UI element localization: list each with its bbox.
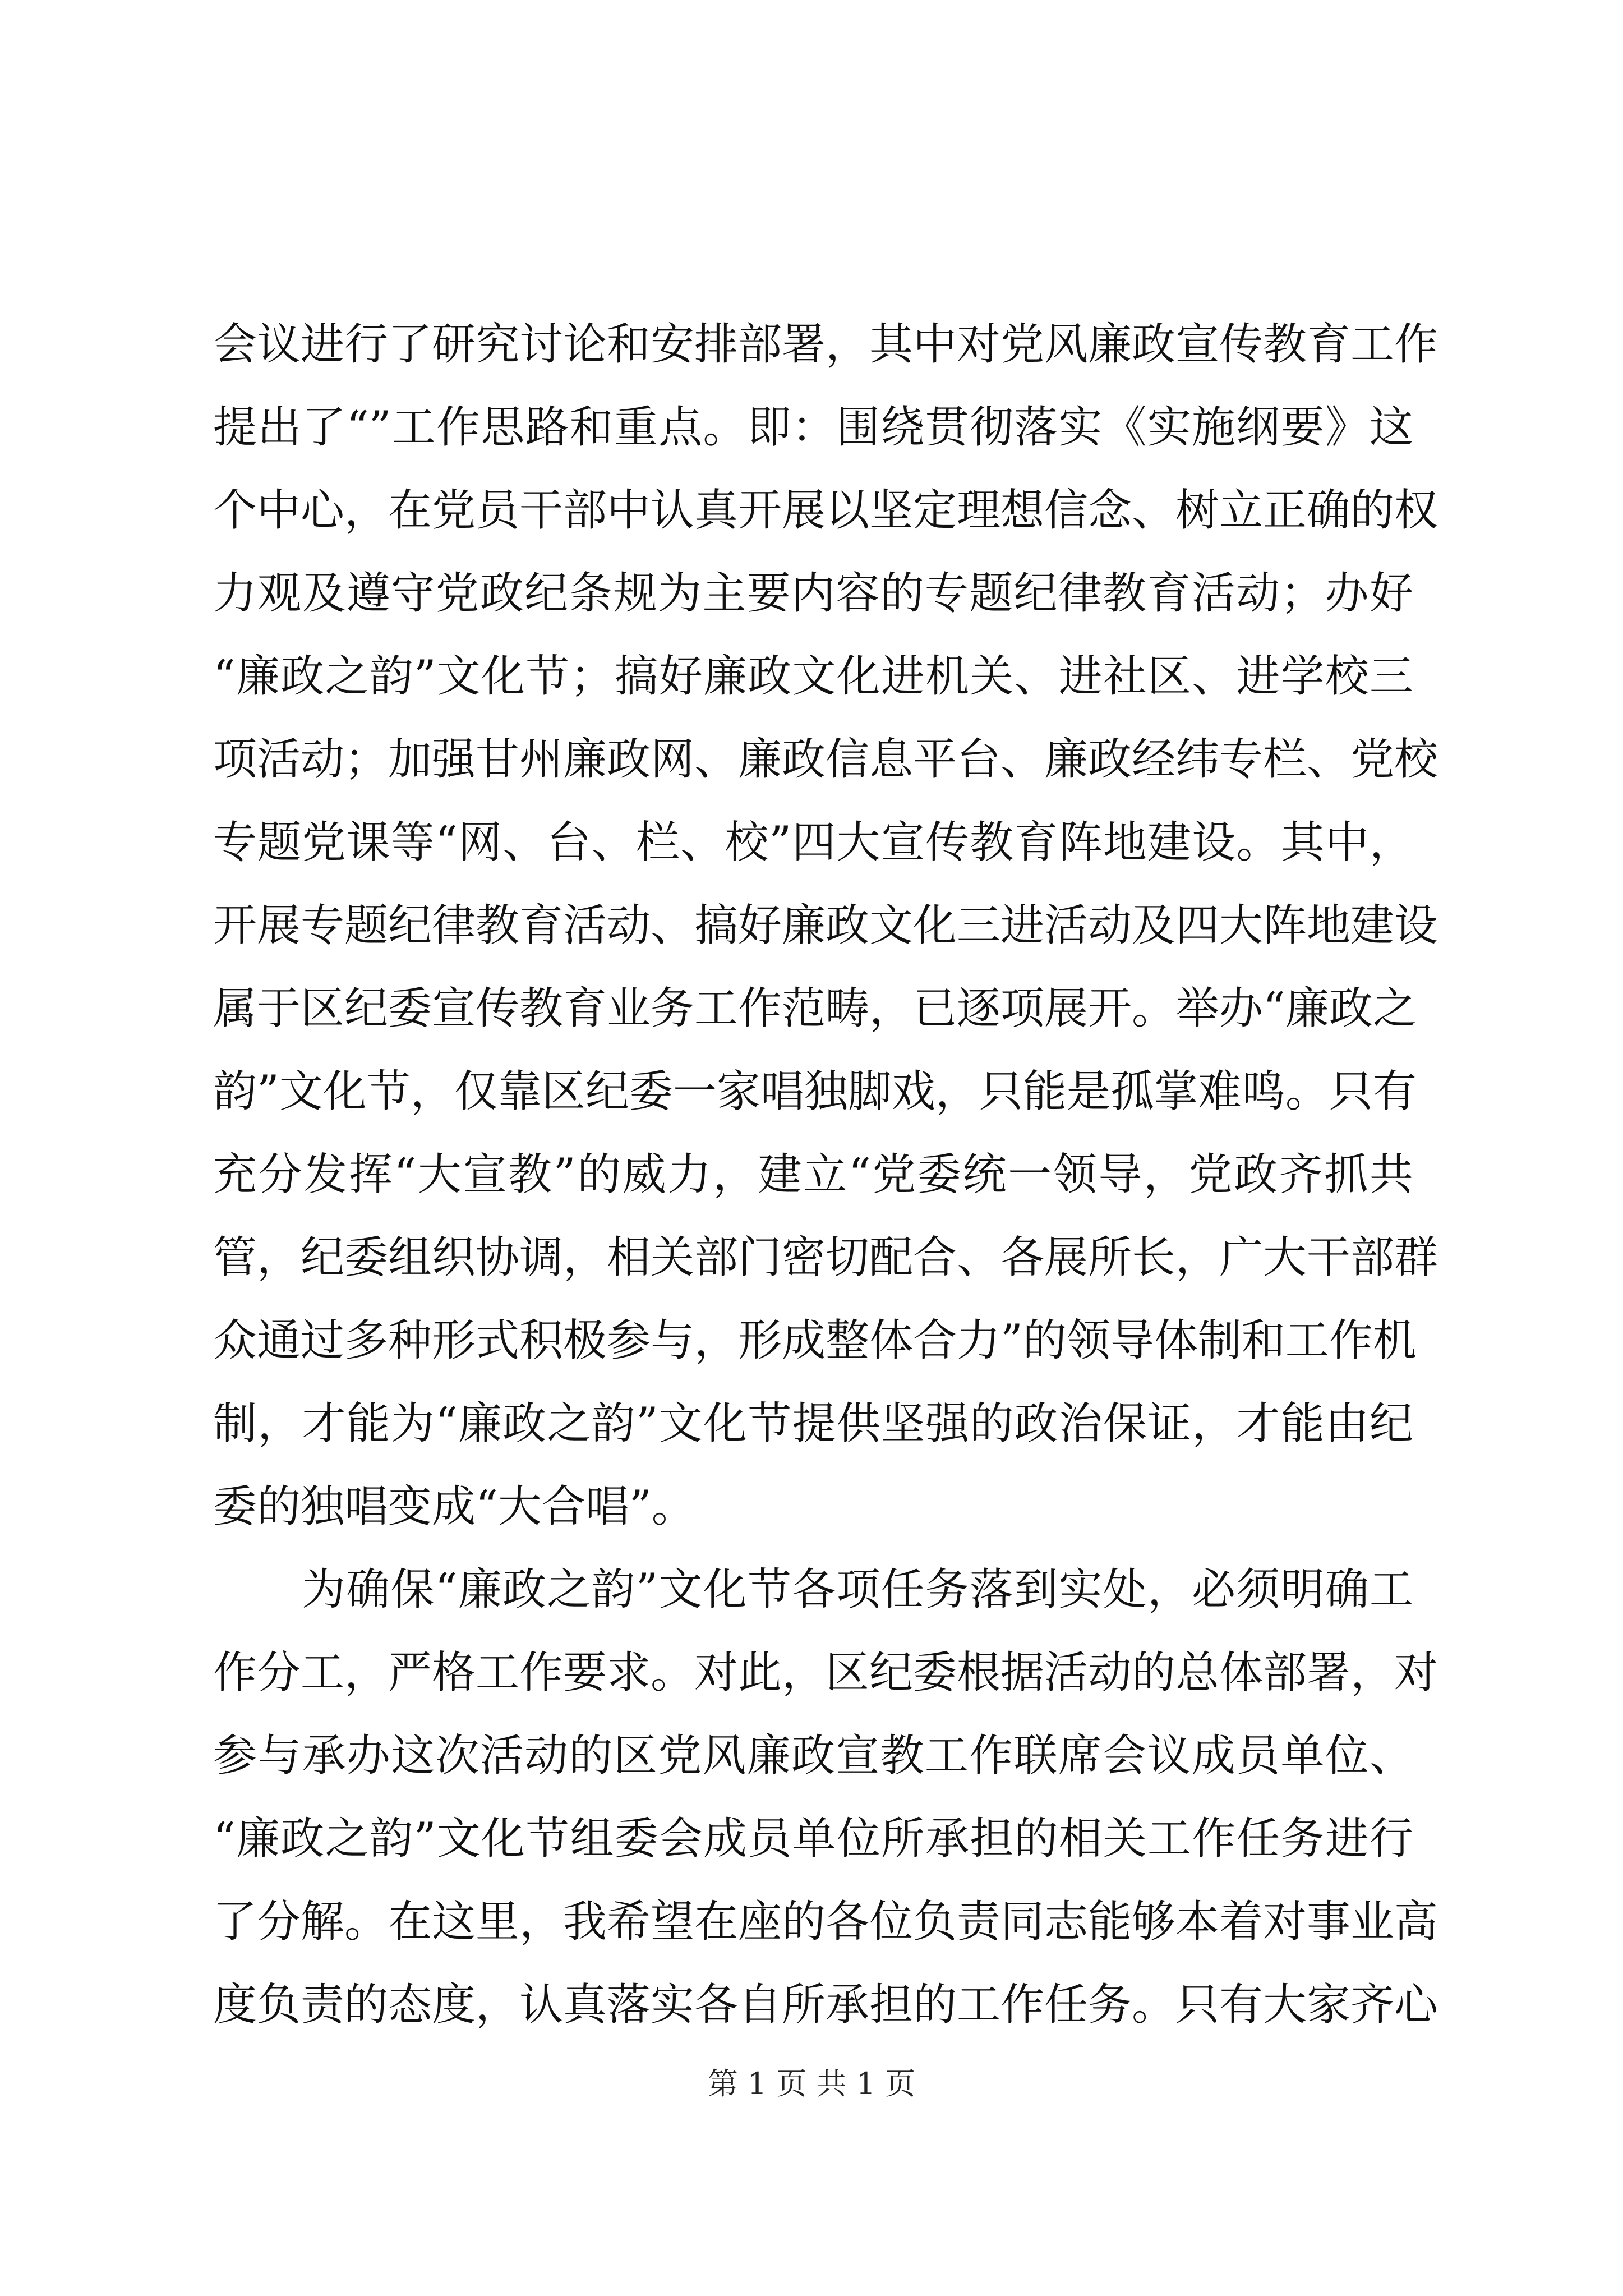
text-line: 委的独唱变成“大合唱”。 xyxy=(213,1481,695,1532)
text-line: 力观及遵守党政纪条规为主要内容的专题纪律教育活动；办好 xyxy=(213,568,1413,619)
text-line: 专题党课等“网、台、栏、校”四大宣传教育阵地建设。其中， xyxy=(213,817,1413,868)
text-line: 管，纪委组织协调，相关部门密切配合、各展所长，广大干部群 xyxy=(213,1232,1438,1283)
text-line: 了分解。在这里，我希望在座的各位负责同志能够本着对事业高 xyxy=(213,1897,1438,1947)
page-footer xyxy=(0,2064,1623,2104)
text-line: 个中心，在党员干部中认真开展以坚定理想信念、树立正确的权 xyxy=(213,485,1438,536)
text-line: 韵”文化节，仅靠区纪委一家唱独脚戏，只能是孤掌难鸣。只有 xyxy=(213,1066,1417,1117)
text-line: 为确保“廉政之韵”文化节各项任务落到实处，必须明确工 xyxy=(302,1565,1413,1615)
document-body xyxy=(213,303,1438,2046)
text-line: 参与承办这次活动的区党风廉政宣教工作联席会议成员单位、 xyxy=(213,1731,1413,1781)
text-line: 开展专题纪律教育活动、搞好廉政文化三进活动及四大阵地建设 xyxy=(213,900,1438,951)
text-line: 制，才能为“廉政之韵”文化节提供坚强的政治保证，才能由纪 xyxy=(213,1398,1413,1449)
text-line: 会议进行了研究讨论和安排部署，其中对党风廉政宣传教育工作 xyxy=(213,319,1438,370)
page-number-label: 第 1 页 共 1 页 xyxy=(707,2066,916,2101)
paragraph-1 xyxy=(213,303,1438,1548)
text-line: 作分工，严格工作要求。对此，区纪委根据活动的总体部署，对 xyxy=(213,1648,1438,1698)
text-line: 提出了“”工作思路和重点。即：围绕贯彻落实《实施纲要》这 xyxy=(213,402,1413,453)
text-line: 属于区纪委宣传教育业务工作范畴，已逐项展开。举办“廉政之 xyxy=(213,983,1417,1034)
text-line: 众通过多种形式积极参与，形成整体合力”的领导体制和工作机 xyxy=(213,1315,1417,1366)
text-line: 项活动；加强甘州廉政网、廉政信息平台、廉政经纬专栏、党校 xyxy=(213,734,1438,785)
text-line: “廉政之韵”文化节组委会成员单位所承担的相关工作任务进行 xyxy=(213,1814,1413,1864)
text-line: “廉政之韵”文化节；搞好廉政文化进机关、进社区、进学校三 xyxy=(213,651,1413,702)
paragraph-2 xyxy=(213,1548,1438,2046)
text-line: 度负责的态度，认真落实各自所承担的工作任务。只有大家齐心 xyxy=(213,1980,1438,2030)
text-line: 充分发挥“大宣教”的威力，建立“党委统一领导，党政齐抓共 xyxy=(213,1149,1413,1200)
